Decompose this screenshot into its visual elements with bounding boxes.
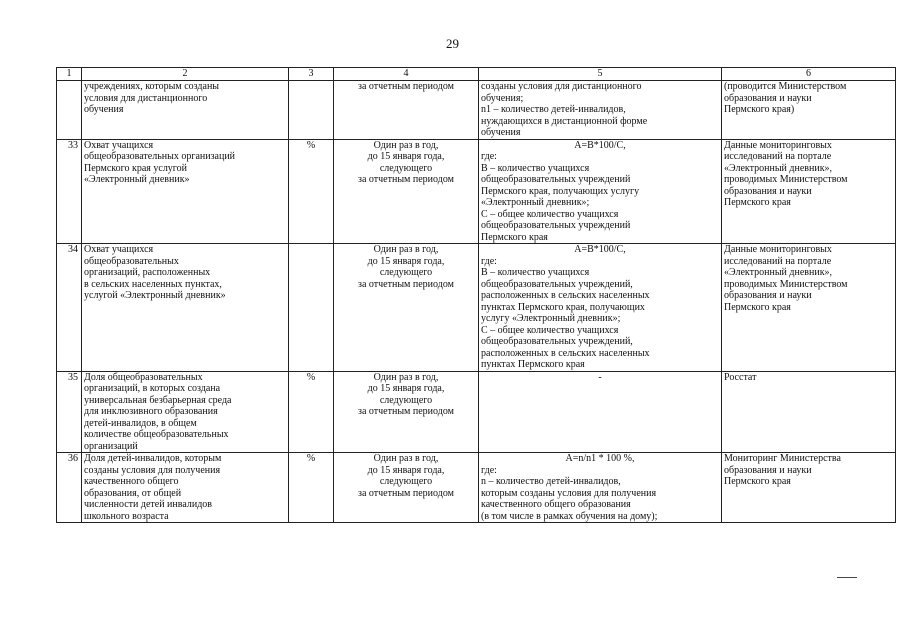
source-cell: [722, 371, 896, 453]
cell-line: Пермского края, получающих услугу: [481, 185, 640, 197]
cell-line: общеобразовательных учреждений: [481, 220, 631, 231]
table-row: [57, 371, 896, 453]
indicator-name-cell: [82, 139, 289, 244]
cell-line: в сельских населенных пунктах,: [84, 278, 222, 290]
cell-line: Охват учащихся: [84, 244, 154, 255]
column-header: 5: [479, 68, 722, 81]
cell-line: за отчетным периодом: [358, 406, 454, 417]
cell-line: Доля общеобразовательных: [84, 371, 203, 383]
period-cell: [334, 371, 479, 453]
cell-line: Пермского края: [481, 231, 548, 243]
cell-line: обучения;: [481, 92, 524, 104]
cell-line: «Электронный дневник»: [84, 174, 190, 185]
table-row: [57, 244, 896, 372]
cell-line: Данные мониторинговых: [724, 139, 832, 151]
cell-line: до 15 января года,: [367, 151, 445, 162]
table-row: [57, 139, 896, 244]
cell-line: Доля детей-инвалидов, которым: [84, 453, 222, 464]
cell-line: до 15 января года,: [367, 383, 445, 394]
table-body: [57, 81, 896, 523]
cell-line: C – общее количество учащихся: [481, 324, 619, 336]
cell-line: Пермского края: [724, 197, 791, 208]
cell-line: до 15 января года,: [367, 255, 445, 267]
cell-line: качественного общего образования: [481, 499, 631, 510]
cell-line: для инклюзивного образования: [84, 406, 218, 417]
source-cell: [722, 453, 896, 523]
row-number-cell: 33: [57, 139, 82, 244]
table-row: [57, 453, 896, 523]
cell-line: A=B*100/C,: [574, 244, 626, 255]
cell-line: за отчетным периодом: [358, 487, 454, 499]
cell-line: услугу «Электронный дневник»;: [481, 313, 621, 324]
page-number: 29: [446, 36, 459, 51]
cell-line: A=B*100/C,: [574, 139, 626, 151]
cell-line: Мониторинг Министерства: [724, 453, 841, 464]
cell-line: услугой «Электронный дневник»: [84, 290, 226, 301]
cell-line: до 15 января года,: [367, 464, 445, 476]
cell-line: пунктах Пермского края, получающих: [481, 301, 645, 313]
cell-line: за отчетным периодом: [358, 174, 454, 185]
unit-cell: %: [289, 371, 334, 453]
unit-cell: %: [289, 139, 334, 244]
cell-line: Пермского края): [724, 104, 795, 115]
period-cell: [334, 139, 479, 244]
row-number-cell: 35: [57, 371, 82, 453]
source-cell: [722, 244, 896, 372]
cell-line: общеобразовательных учреждений,: [481, 278, 633, 290]
cell-line: организаций, в которых создана: [84, 383, 221, 394]
cell-line: организаций: [84, 440, 138, 452]
row-number-cell: [57, 81, 82, 140]
cell-line: Один раз в год,: [373, 139, 439, 151]
cell-line: общеобразовательных учреждений,: [481, 336, 633, 347]
cell-line: следующего: [379, 162, 433, 174]
cell-line: учреждениях, которым созданы: [84, 81, 220, 92]
cell-line: универсальная безбарьерная среда: [84, 394, 232, 406]
cell-line: где:: [481, 464, 497, 476]
cell-line: Один раз в год,: [373, 371, 439, 383]
cell-line: образования и науки: [724, 290, 812, 301]
cell-line: за отчетным периодом: [358, 81, 454, 92]
column-header: 2: [82, 68, 289, 81]
column-header: 1: [57, 68, 82, 81]
cell-line: Данные мониторинговых: [724, 244, 832, 255]
cell-line: созданы условия для дистанционного: [481, 81, 642, 92]
formula-cell: [479, 244, 722, 372]
cell-line: где:: [481, 151, 497, 162]
row-number-cell: 34: [57, 244, 82, 372]
table-row: [57, 81, 896, 140]
cell-line: количестве общеобразовательных: [84, 429, 229, 440]
cell-line: C – общее количество учащихся: [481, 208, 619, 220]
indicator-name-cell: [82, 453, 289, 523]
cell-line: -: [598, 371, 602, 383]
unit-cell: %: [289, 453, 334, 523]
cell-line: (в том числе в рамках обучения на дому);: [481, 510, 658, 522]
cell-line: Пермского края услугой: [84, 162, 188, 174]
cell-line: «Электронный дневник»,: [724, 162, 833, 174]
cell-line: исследований на портале: [724, 255, 832, 267]
source-cell: [722, 81, 896, 140]
unit-cell: [289, 244, 334, 372]
formula-cell: [479, 139, 722, 244]
cell-line: (проводится Министерством: [724, 81, 847, 92]
cell-line: общеобразовательных: [84, 255, 179, 267]
cell-line: образования и науки: [724, 185, 812, 197]
source-cell: [722, 139, 896, 244]
indicator-name-cell: [82, 244, 289, 372]
cell-line: расположенных в сельских населенных: [481, 290, 650, 301]
cell-line: общеобразовательных учреждений: [481, 174, 631, 185]
cell-line: n1 – количество детей-инвалидов,: [481, 104, 626, 115]
unit-cell: [289, 81, 334, 140]
cell-line: школьного возраста: [84, 510, 169, 522]
row-number-cell: 36: [57, 453, 82, 523]
period-cell: [334, 81, 479, 140]
cell-line: B – количество учащихся: [481, 267, 590, 278]
cell-line: нуждающихся в дистанционной форме: [481, 115, 648, 127]
cell-line: численности детей инвалидов: [84, 499, 213, 510]
cell-line: Пермского края: [724, 476, 791, 487]
cell-line: пунктах Пермского края: [481, 359, 585, 370]
indicator-name-cell: [82, 81, 289, 140]
indicator-table: [56, 67, 896, 523]
cell-line: исследований на портале: [724, 151, 832, 162]
column-number-row: [57, 68, 896, 81]
cell-line: образования и науки: [724, 92, 812, 104]
cell-line: образования, от общей: [84, 487, 182, 499]
formula-cell: [479, 453, 722, 523]
cell-line: где:: [481, 255, 497, 267]
cell-line: качественного общего: [84, 476, 179, 487]
formula-cell: [479, 81, 722, 140]
cell-line: обучения: [481, 127, 521, 138]
column-header: 4: [334, 68, 479, 81]
cell-line: Пермского края: [724, 301, 791, 313]
cell-line: организаций, расположенных: [84, 267, 211, 278]
cell-line: Росстат: [724, 371, 757, 383]
indicator-name-cell: [82, 371, 289, 453]
cell-line: «Электронный дневник»,: [724, 267, 833, 278]
cell-line: проводимых Министерством: [724, 174, 848, 185]
cell-line: следующего: [379, 394, 433, 406]
cell-line: Охват учащихся: [84, 139, 154, 151]
period-cell: [334, 453, 479, 523]
cell-line: n – количество детей-инвалидов,: [481, 476, 621, 487]
cell-line: общеобразовательных организаций: [84, 151, 236, 162]
column-header: 3: [289, 68, 334, 81]
cell-line: условия для дистанционного: [84, 92, 208, 104]
cell-line: следующего: [379, 267, 433, 278]
cell-line: Один раз в год,: [373, 244, 439, 255]
period-cell: [334, 244, 479, 372]
page-edge-mark: [837, 577, 857, 578]
cell-line: A=n/n1 * 100 %,: [565, 453, 635, 464]
cell-line: проводимых Министерством: [724, 278, 848, 290]
cell-line: образования и науки: [724, 464, 812, 476]
cell-line: детей-инвалидов, в общем: [84, 417, 197, 429]
cell-line: созданы условия для получения: [84, 464, 221, 476]
cell-line: «Электронный дневник»;: [481, 197, 590, 208]
formula-cell: [479, 371, 722, 453]
cell-line: которым созданы условия для получения: [481, 487, 657, 499]
cell-line: B – количество учащихся: [481, 162, 590, 174]
cell-line: за отчетным периодом: [358, 278, 454, 290]
cell-line: следующего: [379, 476, 433, 487]
cell-line: Один раз в год,: [373, 453, 439, 464]
column-header: 6: [722, 68, 896, 81]
cell-line: расположенных в сельских населенных: [481, 347, 650, 359]
cell-line: обучения: [84, 104, 124, 115]
